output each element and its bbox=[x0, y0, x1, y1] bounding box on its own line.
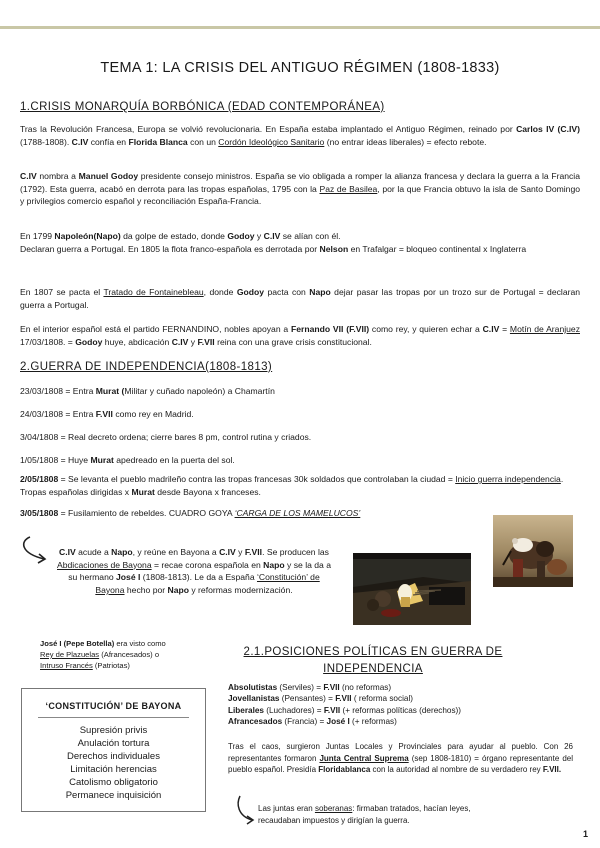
box-item: Derechos individuales bbox=[67, 751, 160, 762]
position-liberales: Liberales (Luchadores) = F.VII (+ reformas políticas (derechos)) bbox=[228, 705, 462, 715]
bayona-paragraph: C.IV acude a Napo, y reúne en Bayona a C.IV y F.VII. Se producen las Abdicaciones de Bayona = recae corona española en Napo y se la da a su hermano José I (1808-1813). Le da a España ‘Constitución’ de Bayona hecho por Napo y reformas modernización. bbox=[57, 547, 331, 595]
paragraph-3: En 1799 Napoleón(Napo) da golpe de estado, donde Godoy y C.IV se alían con él. Declaran guerra a Portugal. En 1805 la flota franco-española es derrotada por Nelson en Trafalgar = bloqueo continental x Inglaterra bbox=[20, 231, 527, 254]
paragraph-5: En el interior español está el partido FERNANDINO, nobles apoyan a Fernando VII (F.VII) como rey, y quieren echar a C.IV = Motín de Aranjuez 17/03/1808. = Godoy huye, abdicación C.IV y F.VII reina con una grave crisis constitucional. bbox=[20, 324, 580, 347]
painting-carga-mamelucos bbox=[493, 515, 573, 587]
event-23-03: 23/03/1808 = Entra Murat (Militar y cuñado napoleón) a Chamartín bbox=[20, 386, 275, 396]
event-24-03: 24/03/1808 = Entra F.VII como rey en Madrid. bbox=[20, 409, 194, 419]
paragraph-1: Tras la Revolución Francesa, Europa se volvió revolucionaria. En España estaba implantado el Antiguo Régimen, reinado por Carlos IV (C.IV) (1788-1808). C.IV confía en Florida Blanca con un Cordón Ideológico Sanitario (no entrar ideas liberales) = efecto rebote. bbox=[20, 124, 580, 147]
box-title: ‘CONSTITUCIÓN’ DE BAYONA bbox=[45, 701, 182, 711]
box-item: Supresión privis bbox=[79, 725, 148, 736]
jose-i-note: José I (Pepe Botella) era visto como Rey de Plazuelas (Afrancesados) o Intruso Francés (Patriotas) bbox=[40, 639, 166, 670]
paragraph-2: C.IV nombra a Manuel Godoy presidente consejo ministros. España se vio obligada a romper la alianza francesa y declara la guerra a la Francia (1792). Esta guerra, acabó en derrota para las tropas españolas, 1795 con la Paz de Basilea, por la que Francia obtuvo la isla de Santo Domingo y privilegios comercio español y reconciliación España-Francia. bbox=[20, 171, 581, 206]
section-1-heading: 1.CRISIS MONARQUÍA BORBÓNICA (EDAD CONTEMPORÁNEA) bbox=[20, 101, 385, 113]
box-item: Catolismo obligatorio bbox=[69, 777, 158, 788]
box-item: Limitación herencias bbox=[70, 764, 157, 775]
event-3-04: 3/04/1808 = Real decreto ordena; cierre bares 8 pm, control rutina y criados. bbox=[20, 432, 312, 442]
juntas-paragraph: Tras el caos, surgieron Juntas Locales y Provinciales para ayudar al pueblo. Con 26 representantes formaron Junta Central Suprema (sep 1808-1810) = órgano representante del pueblo español. Presidía Floridablanca con la autoridad al nombre de su verdadero rey F.VII. bbox=[228, 742, 574, 775]
painting-fusilamientos bbox=[353, 553, 471, 625]
curved-arrow-icon bbox=[14, 533, 54, 567]
section-2-heading: 2.GUERRA DE INDEPENDENCIA(1808-1813) bbox=[20, 361, 273, 373]
event-3-05: 3/05/1808 = Fusilamiento de rebeldes. CUADRO GOYA ‘CARGA DE LOS MAMELUCOS’ bbox=[20, 508, 361, 518]
box-item: Permanece inquisición bbox=[65, 790, 162, 801]
top-rule bbox=[0, 26, 600, 29]
box-item: Anulación tortura bbox=[77, 738, 150, 749]
page-title: TEMA 1: LA CRISIS DEL ANTIGUO RÉGIMEN (1808-1833) bbox=[100, 60, 500, 76]
constitucion-bayona-box bbox=[21, 688, 206, 812]
juntas-soberanas-note: Las juntas eran soberanas: firmaban tratados, hacían leyes, recaudaban impuestos y dirigían la guerra. bbox=[258, 804, 471, 825]
political-positions-list bbox=[228, 682, 573, 728]
curved-arrow-icon bbox=[234, 794, 260, 828]
event-2-05: 2/05/1808 = Se levanta el pueblo madrileño contra las tropas francesas 30k soldados que controlaban la ciudad = Inicio guerra independencia. Tropas españolas dirigidas x Murat desde Bayona x franceses. bbox=[20, 474, 564, 497]
position-jovellanistas: Jovellanistas (Pensantes) = F.VII ( reforma social) bbox=[228, 694, 413, 704]
event-1-05: 1/05/1808 = Huye Murat apedreado en la puerta del sol. bbox=[20, 455, 235, 465]
position-afrancesados: Afrancesados (Francia) = José I (+ reformas) bbox=[228, 717, 397, 727]
position-absolutistas: Absolutistas (Serviles) = F.VII (no reformas) bbox=[228, 683, 392, 692]
paragraph-4: En 1807 se pacta el Tratado de Fontainebleau, donde Godoy pacta con Napo dejar pasar las tropas por un trozo sur de Portugal = declaran guerra a Portugal. bbox=[20, 287, 581, 310]
section-2-1-heading: 2.1.POSICIONES POLÍTICAS EN GUERRA DE INDEPENDENCIA bbox=[243, 646, 503, 675]
box-divider bbox=[38, 717, 189, 718]
page-number: 1 bbox=[582, 829, 588, 839]
